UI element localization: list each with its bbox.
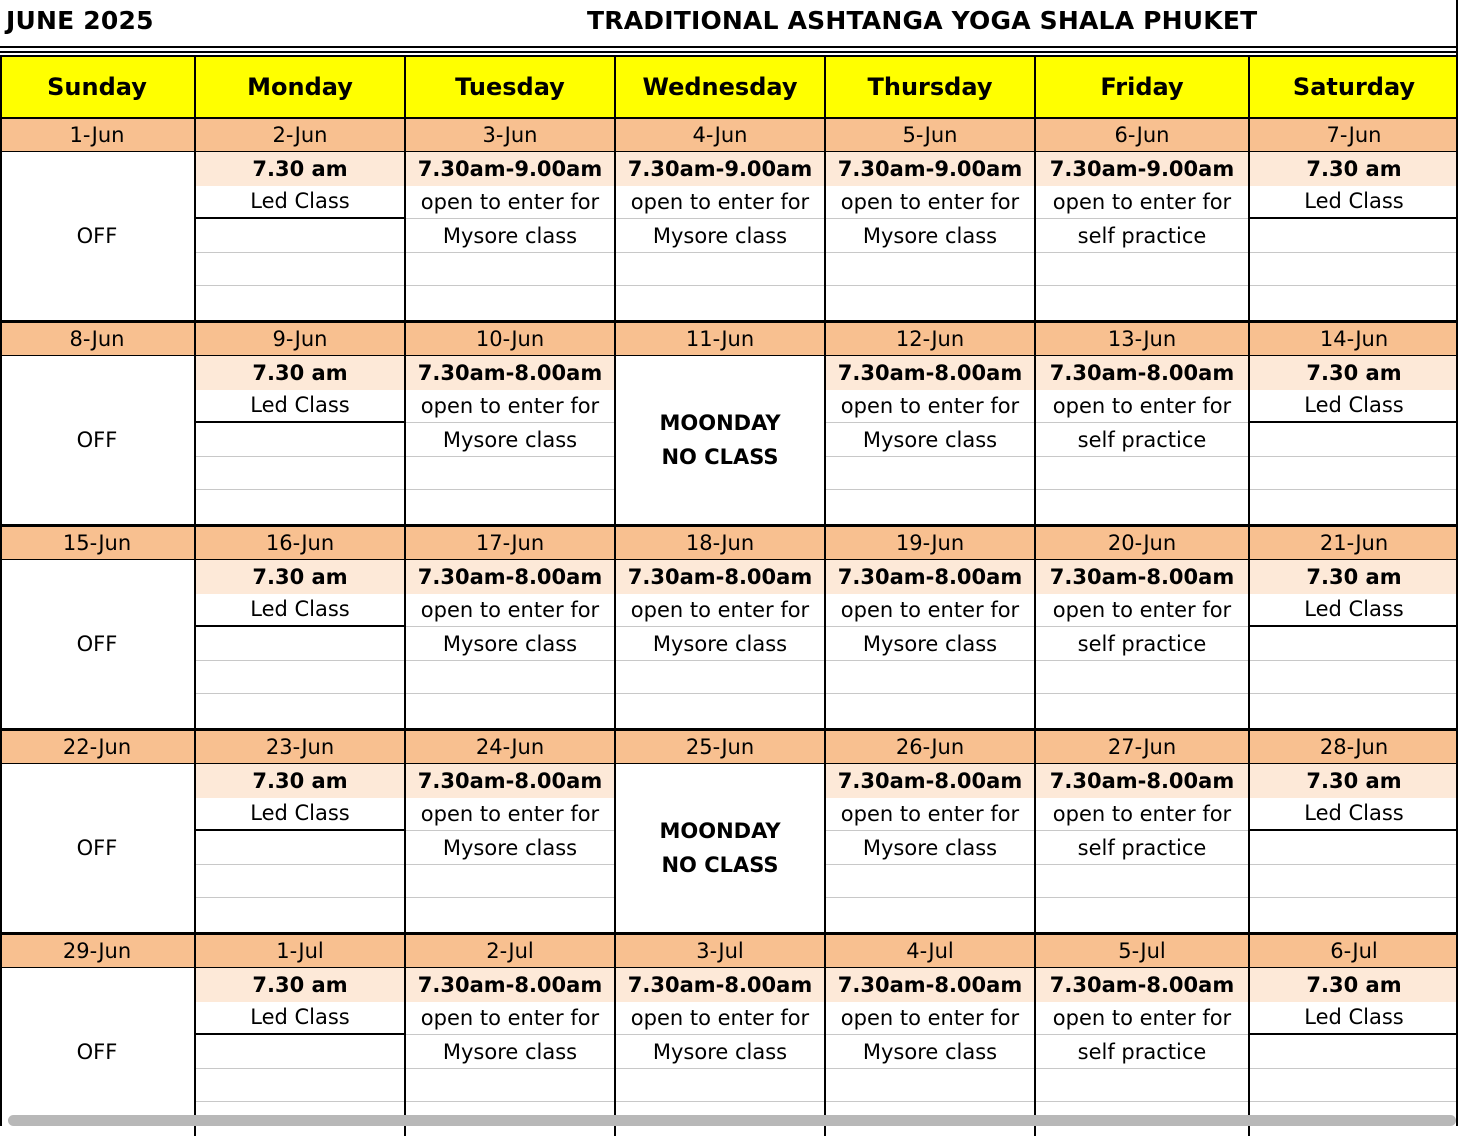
mysore-class-cell[interactable]: [406, 560, 616, 728]
empty-line: [1250, 457, 1458, 491]
date-cell[interactable]: 2-Jun: [196, 119, 406, 151]
empty-line: [1036, 661, 1248, 695]
class-label: open to enter for: [1036, 798, 1248, 832]
horizontal-scrollbar[interactable]: [8, 1115, 1456, 1126]
class-type: Mysore class: [406, 627, 614, 661]
date-row: [0, 935, 1458, 968]
class-type: Mysore class: [826, 219, 1034, 253]
class-time: 7.30am-9.00am: [1036, 152, 1248, 186]
date-cell[interactable]: 7-Jun: [1326, 123, 1382, 147]
class-type: Mysore class: [406, 423, 614, 457]
date-cell[interactable]: 9-Jun: [196, 323, 406, 355]
class-label: Led Class: [1250, 1002, 1458, 1036]
date-row: [0, 527, 1458, 560]
date-cell[interactable]: 13-Jun: [1036, 323, 1250, 355]
class-time: 7.30 am: [196, 764, 404, 798]
class-row: [0, 560, 1458, 728]
class-type: Mysore class: [826, 1035, 1034, 1069]
empty-line: [1036, 286, 1248, 320]
led-class-cell[interactable]: [196, 152, 406, 320]
class-time: 7.30am-8.00am: [1036, 968, 1248, 1002]
mysore-class-cell[interactable]: [826, 764, 1036, 932]
class-type: Mysore class: [826, 423, 1034, 457]
class-time: 7.30am-8.00am: [826, 968, 1034, 1002]
self-practice-cell[interactable]: [1036, 356, 1250, 524]
class-type: self practice: [1036, 831, 1248, 865]
class-label: open to enter for: [406, 390, 614, 424]
no-class-label: NO CLASS: [661, 853, 779, 877]
empty-line: [1036, 694, 1248, 728]
class-label: open to enter for: [406, 798, 614, 832]
date-cell[interactable]: 5-Jun: [826, 119, 1036, 151]
mysore-class-cell[interactable]: [826, 968, 1036, 1136]
empty-line: [406, 490, 614, 524]
date-cell[interactable]: 3-Jun: [406, 119, 616, 151]
mysore-class-cell[interactable]: [826, 356, 1036, 524]
weekday-tuesday[interactable]: Tuesday: [406, 57, 616, 117]
empty-line: [1250, 865, 1458, 899]
class-label: open to enter for: [616, 186, 824, 220]
moonday-cell[interactable]: [616, 356, 826, 524]
date-cell[interactable]: 16-Jun: [196, 527, 406, 559]
empty-line: [1036, 898, 1248, 932]
empty-line: [826, 1069, 1034, 1103]
empty-line: [406, 661, 614, 695]
date-cell[interactable]: 23-Jun: [196, 731, 406, 763]
mysore-class-cell[interactable]: [406, 764, 616, 932]
date-cell[interactable]: 19-Jun: [826, 527, 1036, 559]
off-cell[interactable]: OFF: [0, 560, 196, 728]
class-type: self practice: [1036, 423, 1248, 457]
date-row: [0, 731, 1458, 764]
weekday-sunday[interactable]: Sunday: [0, 57, 196, 117]
empty-line: [196, 286, 404, 320]
date-cell[interactable]: 3-Jul: [616, 935, 826, 967]
empty-line: [1036, 1069, 1248, 1103]
schedule-grid: [0, 55, 1458, 1136]
class-label: open to enter for: [1036, 390, 1248, 424]
date-cell[interactable]: 29-Jun: [0, 935, 196, 967]
date-cell[interactable]: 4-Jun: [616, 119, 826, 151]
empty-line: [826, 253, 1034, 287]
mysore-class-cell[interactable]: [826, 560, 1036, 728]
date-cell[interactable]: 15-Jun: [0, 527, 196, 559]
class-time: 7.30am-8.00am: [1036, 356, 1248, 390]
class-label: Led Class: [196, 390, 404, 424]
empty-line: [1250, 423, 1458, 457]
empty-line: [826, 865, 1034, 899]
class-time: 7.30am-8.00am: [406, 968, 614, 1002]
mysore-class-cell[interactable]: [616, 968, 826, 1136]
date-cell[interactable]: 20-Jun: [1036, 527, 1250, 559]
date-cell[interactable]: 17-Jun: [406, 527, 616, 559]
date-cell[interactable]: 18-Jun: [616, 527, 826, 559]
class-time: 7.30am-8.00am: [406, 356, 614, 390]
empty-line: [406, 898, 614, 932]
class-type: self practice: [1036, 219, 1248, 253]
date-cell[interactable]: 25-Jun: [616, 731, 826, 763]
date-cell[interactable]: 1-Jun: [0, 119, 196, 151]
class-label: Led Class: [196, 186, 404, 220]
no-class-label: NO CLASS: [661, 445, 779, 469]
class-type: Mysore class: [826, 831, 1034, 865]
mysore-class-cell[interactable]: [616, 152, 826, 320]
title-divider-double: [0, 51, 1458, 53]
led-class-cell[interactable]: [196, 356, 406, 524]
empty-line: [196, 490, 404, 524]
weekday-wednesday[interactable]: Wednesday: [616, 57, 826, 117]
empty-line: [1036, 490, 1248, 524]
empty-line: [616, 661, 824, 695]
moonday-label: MOONDAY: [659, 411, 781, 435]
empty-line: [1250, 661, 1458, 695]
off-cell[interactable]: OFF: [0, 152, 196, 320]
empty-line: [196, 661, 404, 695]
class-label: open to enter for: [826, 1002, 1034, 1036]
weekday-monday[interactable]: Monday: [196, 57, 406, 117]
date-cell[interactable]: 10-Jun: [406, 323, 616, 355]
class-time: 7.30am-8.00am: [1036, 560, 1248, 594]
empty-line: [196, 1069, 404, 1103]
class-time: 7.30am-8.00am: [616, 560, 824, 594]
class-label: open to enter for: [616, 1002, 824, 1036]
empty-line: [1250, 1069, 1458, 1103]
class-label: open to enter for: [1036, 1002, 1248, 1036]
date-cell[interactable]: 27-Jun: [1036, 731, 1250, 763]
class-time: 7.30am-9.00am: [406, 152, 614, 186]
empty-line: [1250, 627, 1458, 661]
class-row: [0, 152, 1458, 320]
title-divider: [0, 46, 1458, 48]
empty-line: [826, 898, 1034, 932]
class-time: 7.30am-8.00am: [1036, 764, 1248, 798]
off-cell[interactable]: OFF: [0, 968, 196, 1136]
empty-line: [826, 457, 1034, 491]
empty-line: [196, 865, 404, 899]
week-row-5: [0, 935, 1458, 1136]
self-practice-cell[interactable]: [1036, 968, 1250, 1136]
empty-line: [616, 1069, 824, 1103]
date-cell[interactable]: 28-Jun: [1319, 735, 1389, 759]
class-time: 7.30am-8.00am: [406, 764, 614, 798]
empty-line: [1036, 865, 1248, 899]
date-cell[interactable]: 21-Jun: [1319, 531, 1389, 555]
class-label: Led Class: [1250, 186, 1458, 220]
empty-line: [616, 286, 824, 320]
mysore-class-cell[interactable]: [616, 560, 826, 728]
class-label: open to enter for: [406, 594, 614, 628]
month-title: JUNE 2025: [6, 6, 154, 35]
empty-line: [826, 286, 1034, 320]
class-time: 7.30am-8.00am: [406, 560, 614, 594]
empty-line: [1250, 831, 1458, 865]
empty-line: [826, 694, 1034, 728]
date-cell[interactable]: 4-Jul: [826, 935, 1036, 967]
led-class-cell[interactable]: [196, 560, 406, 728]
class-type: Mysore class: [406, 831, 614, 865]
empty-line: [406, 457, 614, 491]
class-label: open to enter for: [1036, 594, 1248, 628]
date-cell[interactable]: 26-Jun: [826, 731, 1036, 763]
week-row-2: [0, 323, 1458, 527]
date-cell[interactable]: 14-Jun: [1319, 327, 1389, 351]
date-cell[interactable]: 24-Jun: [406, 731, 616, 763]
class-label: Led Class: [1250, 798, 1458, 832]
weekday-saturday[interactable]: Saturday: [1292, 73, 1416, 101]
class-type: Mysore class: [616, 219, 824, 253]
date-cell[interactable]: 11-Jun: [616, 323, 826, 355]
date-cell[interactable]: 12-Jun: [826, 323, 1036, 355]
week-row-3: [0, 527, 1458, 731]
shala-title: TRADITIONAL ASHTANGA YOGA SHALA PHUKET: [587, 6, 1258, 35]
empty-line: [196, 423, 404, 457]
moonday-cell[interactable]: [616, 764, 826, 932]
moonday-label: MOONDAY: [659, 819, 781, 843]
self-practice-cell[interactable]: [1036, 764, 1250, 932]
class-label: open to enter for: [826, 186, 1034, 220]
empty-line: [1250, 286, 1458, 320]
class-label: open to enter for: [406, 1002, 614, 1036]
class-type: self practice: [1036, 1035, 1248, 1069]
date-cell[interactable]: 8-Jun: [0, 323, 196, 355]
empty-line: [1036, 457, 1248, 491]
week-row-4: [0, 731, 1458, 935]
class-label: open to enter for: [1036, 186, 1248, 220]
class-time: 7.30am-8.00am: [826, 764, 1034, 798]
empty-line: [616, 253, 824, 287]
off-cell[interactable]: OFF: [0, 764, 196, 932]
class-type: Mysore class: [616, 627, 824, 661]
grid-right-border: [1456, 0, 1458, 1126]
empty-line: [196, 1035, 404, 1069]
grid-left-border: [0, 55, 2, 1126]
class-time: 7.30 am: [1250, 560, 1458, 594]
date-cell[interactable]: 6-Jul: [1330, 939, 1378, 963]
empty-line: [406, 286, 614, 320]
class-label: open to enter for: [406, 186, 614, 220]
weekday-friday[interactable]: Friday: [1036, 57, 1250, 117]
empty-line: [1250, 694, 1458, 728]
date-cell[interactable]: 22-Jun: [0, 731, 196, 763]
self-practice-cell[interactable]: [1036, 560, 1250, 728]
empty-line: [1250, 1035, 1458, 1069]
empty-line: [196, 253, 404, 287]
empty-line: [196, 627, 404, 661]
class-type: Mysore class: [616, 1035, 824, 1069]
class-label: open to enter for: [826, 798, 1034, 832]
date-cell[interactable]: 6-Jun: [1036, 119, 1250, 151]
date-row: [0, 119, 1458, 152]
mysore-class-cell[interactable]: [406, 356, 616, 524]
led-class-cell[interactable]: [1250, 968, 1458, 1136]
class-time: 7.30 am: [196, 152, 404, 186]
class-label: Led Class: [1250, 390, 1458, 424]
empty-line: [196, 219, 404, 253]
date-row: [0, 323, 1458, 356]
class-label: Led Class: [196, 1002, 404, 1036]
date-cell[interactable]: 5-Jul: [1036, 935, 1250, 967]
class-time: 7.30 am: [1250, 152, 1458, 186]
date-cell[interactable]: 1-Jul: [196, 935, 406, 967]
week-row-1: [0, 119, 1458, 323]
led-class-cell[interactable]: [1250, 356, 1458, 524]
class-time: 7.30 am: [196, 356, 404, 390]
led-class-cell[interactable]: [1250, 152, 1458, 320]
empty-line: [406, 1069, 614, 1103]
class-time: 7.30am-8.00am: [826, 560, 1034, 594]
empty-line: [196, 457, 404, 491]
led-class-cell[interactable]: [196, 968, 406, 1136]
class-time: 7.30am-9.00am: [616, 152, 824, 186]
class-type: Mysore class: [826, 627, 1034, 661]
class-time: 7.30am-9.00am: [826, 152, 1034, 186]
empty-line: [1250, 253, 1458, 287]
class-row: [0, 764, 1458, 932]
empty-line: [406, 694, 614, 728]
class-row: [0, 968, 1458, 1136]
empty-line: [1036, 253, 1248, 287]
led-class-cell[interactable]: [1250, 560, 1458, 728]
date-cell[interactable]: 2-Jul: [406, 935, 616, 967]
empty-line: [826, 661, 1034, 695]
mysore-class-cell[interactable]: [406, 152, 616, 320]
empty-line: [1250, 490, 1458, 524]
empty-line: [196, 694, 404, 728]
class-label: Led Class: [196, 594, 404, 628]
empty-line: [406, 865, 614, 899]
self-practice-cell[interactable]: [1036, 152, 1250, 320]
class-time: 7.30 am: [196, 968, 404, 1002]
class-label: Led Class: [1250, 594, 1458, 628]
class-type: self practice: [1036, 627, 1248, 661]
class-label: open to enter for: [826, 390, 1034, 424]
class-time: 7.30 am: [1250, 968, 1458, 1002]
empty-line: [1250, 219, 1458, 253]
class-time: 7.30am-8.00am: [826, 356, 1034, 390]
empty-line: [616, 694, 824, 728]
class-type: Mysore class: [406, 219, 614, 253]
class-label: open to enter for: [616, 594, 824, 628]
class-label: Led Class: [196, 798, 404, 832]
title-bar: [0, 0, 1464, 46]
class-type: Mysore class: [406, 1035, 614, 1069]
led-class-cell[interactable]: [196, 764, 406, 932]
empty-line: [826, 490, 1034, 524]
weekday-header-row: [0, 55, 1458, 119]
empty-line: [1250, 898, 1458, 932]
class-time: 7.30 am: [196, 560, 404, 594]
empty-line: [406, 253, 614, 287]
class-label: open to enter for: [826, 594, 1034, 628]
empty-line: [196, 898, 404, 932]
led-class-cell[interactable]: [1250, 764, 1458, 932]
class-time: 7.30 am: [1250, 764, 1458, 798]
class-time: 7.30 am: [1250, 356, 1458, 390]
mysore-class-cell[interactable]: [406, 968, 616, 1136]
class-row: [0, 356, 1458, 524]
class-time: 7.30am-8.00am: [616, 968, 824, 1002]
weekday-thursday[interactable]: Thursday: [826, 57, 1036, 117]
mysore-class-cell[interactable]: [826, 152, 1036, 320]
empty-line: [196, 831, 404, 865]
off-cell[interactable]: OFF: [0, 356, 196, 524]
